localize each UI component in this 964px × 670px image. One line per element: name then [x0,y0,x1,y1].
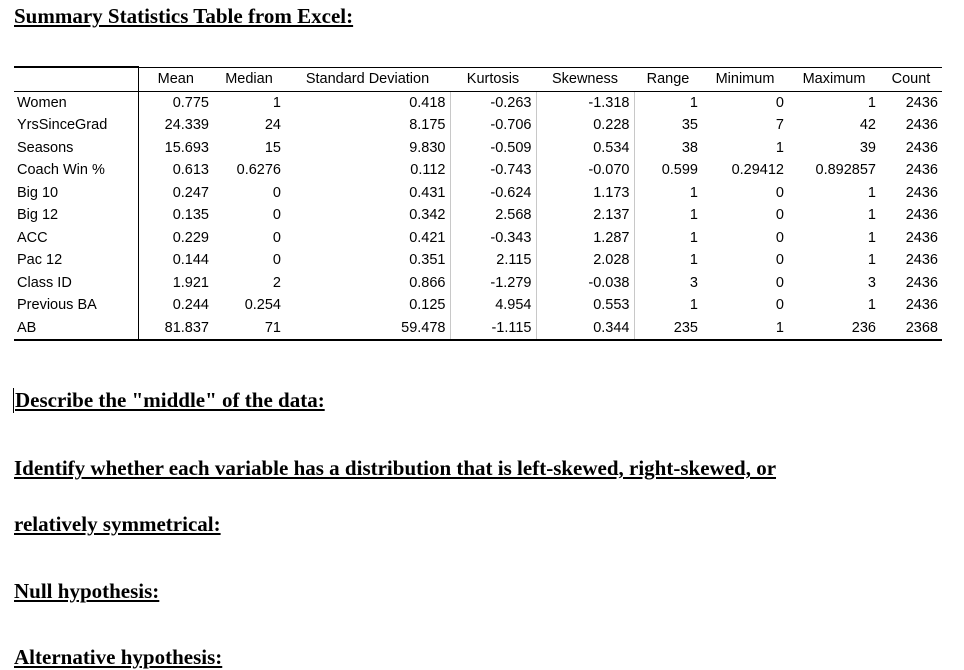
row-label: Previous BA [14,294,138,317]
page-title: Summary Statistics Table from Excel: [14,4,354,28]
stat-cell: 0.254 [244,297,281,314]
stat-cell: 0.135 [172,207,209,224]
stat-cell: -0.509 [450,137,536,160]
stat-cell: 15 [264,139,281,156]
row-label: Pac 12 [14,249,138,272]
stat-cell: 0.244 [172,297,209,314]
stat-cell: 38 [681,139,698,156]
stat-cell: 7 [775,117,784,134]
stat-cell: 0 [272,229,281,246]
row-label: Seasons [14,137,138,160]
stat-cell: 1 [272,94,281,111]
stat-cell: 8.175 [285,114,450,137]
stat-cell: 0.775 [172,94,209,111]
stat-cell: -0.070 [536,159,634,182]
row-label: ACC [14,227,138,250]
stat-cell: 2436 [905,94,938,111]
stat-cell: 42 [859,117,876,134]
alternative-hypothesis-heading: Alternative hypothesis: [14,645,223,669]
table-row [14,272,942,295]
row-label: Class ID [14,272,138,295]
stat-cell: 1 [689,184,698,201]
summary-statistics-table [14,66,942,341]
stat-cell: 2436 [905,162,938,179]
stat-cell: 0 [272,184,281,201]
stat-cell: 0 [775,274,784,291]
stat-cell: -0.038 [536,272,634,295]
stat-cell: 1.287 [536,227,634,250]
stat-cell: 35 [681,117,698,134]
stat-cell: -0.624 [450,182,536,205]
column-header: Minimum [702,67,788,91]
stat-cell: 0.229 [172,229,209,246]
stat-cell: 0 [775,297,784,314]
stat-cell: 59.478 [285,317,450,341]
stat-cell: 2436 [905,274,938,291]
stat-cell: 0.534 [536,137,634,160]
stat-cell: 0.29412 [731,162,784,179]
column-header: Median [213,67,285,91]
stat-cell: 2.028 [536,249,634,272]
stat-cell: 2436 [905,117,938,134]
stat-cell: 0 [272,207,281,224]
stat-cell: 1 [867,297,876,314]
column-header: Maximum [788,67,880,91]
stat-cell: 0.344 [536,317,634,341]
table-row [14,294,942,317]
stat-cell: 15.693 [164,139,209,156]
stat-cell: -0.263 [450,91,536,114]
table-row [14,227,942,250]
stat-cell: 0.125 [285,294,450,317]
table-row [14,204,942,227]
stat-cell: 24 [264,117,281,134]
table-row [14,249,942,272]
stat-cell: -1.279 [450,272,536,295]
stat-cell: 4.954 [450,294,536,317]
stat-cell: -0.343 [450,227,536,250]
stat-cell: 0.421 [285,227,450,250]
row-label: Big 12 [14,204,138,227]
stat-cell: 236 [788,317,880,341]
column-header: Mean [138,67,213,91]
stat-cell: 24.339 [164,117,209,134]
skewness-question-heading-continued: relatively symmetrical: [14,512,221,536]
stat-cell: 1 [689,252,698,269]
row-label: Women [14,91,138,114]
stat-cell: 0.418 [285,91,450,114]
stat-cell: -0.743 [450,159,536,182]
stat-cell: 1 [867,229,876,246]
stat-cell: 9.830 [285,137,450,160]
row-label: Big 10 [14,182,138,205]
stat-cell: 0.431 [285,182,450,205]
table-body [14,91,942,340]
table-row [14,317,942,341]
stat-cell: 0.351 [285,249,450,272]
stat-cell: 2436 [905,207,938,224]
stat-cell: 1 [702,317,788,341]
table-row [14,137,942,160]
stat-cell: 2436 [905,229,938,246]
stat-cell: 2.115 [450,249,536,272]
row-label: AB [14,317,138,341]
stat-cell: 0.599 [661,162,698,179]
stat-cell: 0 [272,252,281,269]
stat-cell: 0.112 [285,159,450,182]
middle-of-data-heading: Describe the "middle" of the data: [15,388,325,412]
stat-cell: 0 [775,229,784,246]
column-header: Kurtosis [450,67,536,91]
stat-cell: 0.613 [172,162,209,179]
stat-cell: 0.342 [285,204,450,227]
stat-cell: 81.837 [138,317,213,341]
stat-cell: 1 [689,229,698,246]
stat-cell: 0 [775,94,784,111]
table-row [14,159,942,182]
stat-cell: 0 [775,252,784,269]
table-header-row [14,67,942,91]
table-row [14,91,942,114]
stat-cell: 2.568 [450,204,536,227]
stat-cell: 39 [859,139,876,156]
stat-cell: 1 [867,207,876,224]
stat-cell: 0.892857 [815,162,876,179]
stat-cell: -1.318 [536,91,634,114]
stat-cell: 2436 [905,297,938,314]
stat-cell: -1.115 [450,317,536,341]
stat-cell: 0.247 [172,184,209,201]
column-header: Standard Deviation [285,67,450,91]
stat-cell: 0 [775,207,784,224]
column-header: Skewness [536,67,634,91]
stat-cell: 3 [867,274,876,291]
stat-cell: 0 [775,184,784,201]
stat-cell: 0.6276 [236,162,281,179]
stat-cell: 1.173 [536,182,634,205]
stat-cell: 1 [867,184,876,201]
null-hypothesis-heading: Null hypothesis: [14,579,160,603]
stat-cell: 235 [634,317,702,341]
column-header: Count [880,67,942,91]
stat-cell: 2436 [905,252,938,269]
column-header: Range [634,67,702,91]
stat-cell: 2436 [905,139,938,156]
stat-cell: 1 [775,139,784,156]
table-row [14,114,942,137]
stat-cell: 2436 [905,184,938,201]
stat-cell: 0.144 [172,252,209,269]
header-corner-cell [14,67,138,91]
skewness-question-heading: Identify whether each variable has a distribution that is left-skewed, right-skewed, or [14,456,777,480]
stat-cell: 0.228 [536,114,634,137]
stat-cell: 2368 [880,317,942,341]
table-row [14,182,942,205]
stat-cell: 1 [689,94,698,111]
stat-cell: 0.866 [285,272,450,295]
stat-cell: 1 [867,252,876,269]
row-label: YrsSinceGrad [14,114,138,137]
stat-cell: 1 [689,207,698,224]
stat-cell: 2.137 [536,204,634,227]
stat-cell: -0.706 [450,114,536,137]
stat-cell: 3 [689,274,698,291]
row-label: Coach Win % [14,159,138,182]
stat-cell: 1 [689,297,698,314]
stat-cell: 0.553 [536,294,634,317]
stat-cell: 2 [272,274,281,291]
stat-cell: 1.921 [172,274,209,291]
stat-cell: 71 [213,317,285,341]
stat-cell: 1 [867,94,876,111]
